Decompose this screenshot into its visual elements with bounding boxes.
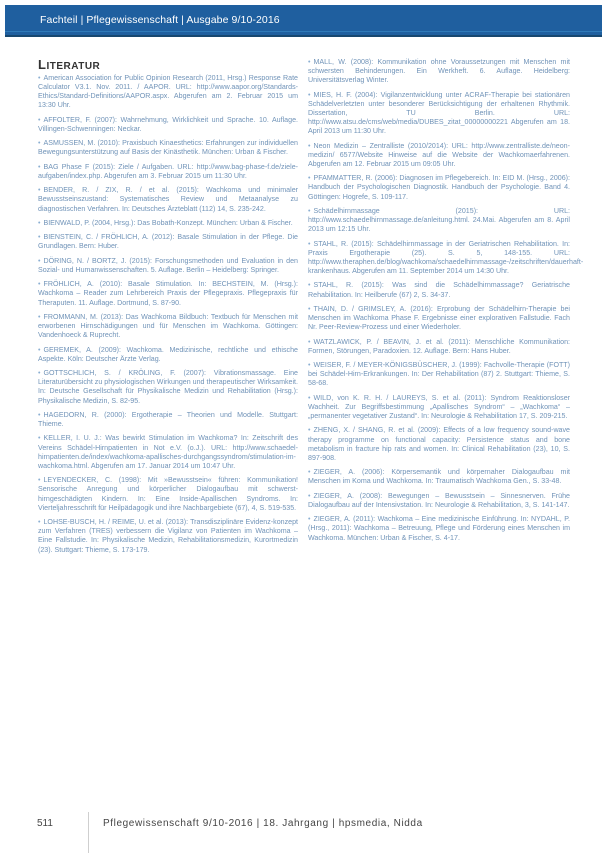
bullet-icon: • bbox=[38, 369, 41, 378]
reference-entry bbox=[38, 163, 298, 181]
reference-text: THAIN, D. / GRIMSLEY, A. (2016): Erprobung der Schädelhirn-Therapie bei Menschen im Wachkoma Phase F. Ergebnisse einer explorativen Fallstudie. Fach Nr. Peer-Review-Prozess und einer Wiederholer. bbox=[308, 304, 570, 332]
bullet-icon: • bbox=[38, 115, 41, 124]
reference-text: BIENWALD, P. (2004, Hrsg.): Das Bobath-Konzept. München: Urban & Fischer. bbox=[43, 218, 293, 227]
reference-text: American Association for Public Opinion Research (2011, Hrsg.) Response Rate Calculator V3.1. Nov. 2011. / AAPOR. URL: http://www.aapor.org/Standards-Ethics/Standard-Definitions/AAPOR.aspx. Abgerufen am 2. Februar 2015 um 13:30 Uhr. bbox=[38, 74, 298, 110]
reference-text: HAGEDORN, R. (2000): Ergotherapie – Theorien und Modelle. Stuttgart: Thieme. bbox=[38, 410, 298, 429]
bullet-icon: • bbox=[38, 139, 41, 148]
bullet-icon: • bbox=[308, 90, 311, 99]
bullet-icon: • bbox=[38, 218, 41, 227]
bullet-icon: • bbox=[308, 281, 311, 290]
reference-text: DÖRING, N. / BORTZ, J. (2015): Forschungsmethoden und Evaluation in den Sozial- und Humanwissenschaften. 5. Auflage. Berlin – Heidelberg: Springer. bbox=[38, 256, 298, 274]
reference-text: MIES, H. F. (2004): Vigilanzentwicklung unter ACRAF-Therapie bei stationären Schädelverletzten unter besonderer Berücksichtigung der erhaltenen Rhythmik. Dissertation, TU Berlin. URL: http://www.atsu.de/cms/web/media/DUBES_zitat_00000000221 Abgerufen am 18. April 2013 um 11:30 Uhr. bbox=[308, 90, 570, 136]
page-number: 511 bbox=[37, 818, 53, 829]
bullet-icon: • bbox=[38, 476, 41, 485]
bullet-icon: • bbox=[308, 206, 311, 215]
reference-text: STAHL, R. (2015): Schädelhirnmassage in der Geriatrischen Rehabilitation. In: Praxis Ergotherapie (25). S. 5, 148-155. URL: http://www.theraphen.de/blog/wachkoma/schaedelhirnmassage-/zeitschriften/dauerhaft-krankenhaus. Abgerufen am 11. September 2014 um 14:30 Uhr. bbox=[308, 239, 584, 276]
reference-text: BENDER, R. / ZIX, R. / et al. (2015): Wachkoma und minimaler Bewusstseinszustand: Systematisches Review und Metaanalyse zu diagnostischen Verfahren. In: Deutsches Ärzteblatt (112) 14, S. 235-242. bbox=[38, 186, 298, 213]
header-bar bbox=[5, 5, 602, 37]
reference-text: GEREMEK, A. (2009): Wachkoma. Medizinische, rechtliche und ethische Aspekte. Köln: Deutscher Ärzte Verlag. bbox=[38, 345, 298, 363]
references-left-column bbox=[38, 74, 298, 560]
bullet-icon: • bbox=[308, 426, 311, 435]
reference-entry bbox=[308, 492, 570, 510]
reference-text: WILD, von K. R. H. / LAUREYS, S. et al. (2011): Syndrom Reaktionsloser Wachheit. Zur Begriffsbestimmung „Apallisches Syndrom“ – „Wachkoma“ – „permanenter vegetativer Zustand“. In: Neurologie & Rehabilitation 17, S. 209-215. bbox=[308, 393, 570, 421]
reference-entry bbox=[38, 116, 298, 134]
reference-entry bbox=[38, 139, 298, 157]
section-title-rest: ITERATUR bbox=[46, 61, 101, 72]
reference-text: GOTTSCHLICH, S. / KRÖLING, F. (2007): Vibrationsmassage. Eine Literaturübersicht zu physiologischen Wirkungen und therapeutischer Wirksamkeit. In: Deutsche Gesellschaft für Physikalische Medizin und Rehabilitation (Hrsg.): Physikalische Medizin, S. 82-95. bbox=[38, 369, 298, 405]
reference-entry bbox=[38, 369, 298, 406]
header-text: Fachteil | Pflegewissenschaft | Ausgabe 9/10-2016 bbox=[40, 14, 280, 26]
reference-text: Neon Medizin – Zentralliste (2010/2014): URL: http://www.zentralliste.de/neon-medizin/ 6577/Website Hinweise auf die Website der Wachkomaerfahrenen. Abgerufen am 12. Februar 2015 um 09:05 Uhr. bbox=[308, 141, 570, 168]
reference-text: ZHENG, X. / SHANG, R. et al. (2009): Effects of a low frequency sound-wave therapy programme on functional capacity: Persistence status and bone metabolism in fracture hip rats and women. In: Clinical Rehabilitation (23), 10, S. 897-908. bbox=[308, 426, 570, 462]
reference-text: FROMMANN, M. (2013): Das Wachkoma Bildbuch: Textbuch für Menschen mit erworbenen Hirnschädigungen und für Menschen im Wachkoma. Göttingen: Vandenhoeck & Ruprecht. bbox=[38, 312, 298, 340]
reference-entry bbox=[38, 434, 298, 471]
footer-divider bbox=[88, 812, 89, 853]
reference-text: Schädelhirnmassage (2015): URL: http://www.schaedelhirnmassage.de/anleitung.html. 24.Mai. Abgerufen am 8. April 2013 um 12:15 Uhr. bbox=[308, 206, 570, 234]
reference-text: STAHL, R. (2015): Was sind die Schädelhirnmassage? Geriatrische Rehabilitation. In: Heilberufe (67) 2, S. 34-37. bbox=[308, 281, 570, 299]
reference-entry bbox=[308, 361, 570, 388]
bullet-icon: • bbox=[38, 74, 41, 82]
reference-entry bbox=[308, 91, 570, 137]
reference-entry bbox=[308, 174, 570, 201]
reference-entry bbox=[38, 186, 298, 213]
bullet-icon: • bbox=[38, 186, 41, 195]
footer-publication-info: Pflegewissenschaft 9/10-2016 | 18. Jahrgang | hpsmedia, Nidda bbox=[103, 818, 423, 829]
reference-entry bbox=[308, 338, 570, 356]
bullet-icon: • bbox=[308, 141, 311, 150]
bullet-icon: • bbox=[38, 345, 41, 354]
header-divider bbox=[5, 31, 602, 32]
reference-text: FRÖHLICH, A. (2010): Basale Stimulation. In: BECHSTEIN, M. (Hrsg.): Wachkoma – Reader zum Lehrbereich Praxis der Pflegepraxis. Pflegepraxis für Theraputen. 11. Auflage. Dortmund, S. 87-90. bbox=[38, 280, 298, 307]
reference-text: ZIEGER, A. (2006): Körpersemantik und körpernaher Dialogaufbau mit Menschen im Koma und Wachkoma. In: Traumatisch Wachkoma Gen., S. 33-48. bbox=[308, 468, 570, 486]
reference-text: ZIEGER, A. (2011): Wachkoma – Eine medizinische Einführung. In: NYDAHL, P. (Hrsg., 2011): Wachkoma – Betreuung, Pflege und Förderung eines Menschen im Wachkoma. München: Urban & Fischer, S. 4-17. bbox=[308, 515, 570, 542]
reference-entry bbox=[38, 280, 298, 307]
reference-text: WEISER, F. / MEYER-KÖNIGSBÜSCHER, J. (1999): Fachvolle-Therapie (FOTT) bei Schädel-Hirn-Erkrankungen. In: Der Rehabilitation (87) 2. Stuttgart: Thieme, S. 58-68. bbox=[308, 361, 570, 388]
reference-entry bbox=[308, 305, 570, 332]
bullet-icon: • bbox=[308, 468, 311, 477]
bullet-icon: • bbox=[308, 58, 311, 66]
reference-entry bbox=[308, 58, 570, 85]
reference-entry bbox=[308, 142, 570, 169]
reference-entry bbox=[308, 426, 570, 463]
references-right-column bbox=[308, 58, 584, 548]
reference-entry bbox=[38, 518, 298, 555]
reference-text: LOHSE-BUSCH, H. / REIME, U. et al. (2013): Transdisziplinäre Evidenz-konzept zum Verfahren (TRES) verbessern die Vigilanz von Patienten im Wachkoma – Eine Fallstudie. In: Physikalische Medizin, Rehabilitationsmedizin, Kurortmedizin (23). Stuttgart: Thieme, S. 173-179. bbox=[38, 518, 298, 554]
bullet-icon: • bbox=[38, 256, 41, 265]
section-title-initial: L bbox=[38, 57, 47, 72]
bullet-icon: • bbox=[308, 174, 311, 183]
bullet-icon: • bbox=[38, 162, 41, 171]
reference-entry bbox=[308, 515, 570, 542]
reference-entry bbox=[38, 346, 298, 364]
reference-entry bbox=[38, 411, 298, 429]
bullet-icon: • bbox=[308, 304, 311, 313]
bullet-icon: • bbox=[308, 491, 311, 500]
reference-entry bbox=[308, 239, 584, 277]
reference-text: KELLER, I. U. J.: Was bewirkt Stimulation im Wachkoma? In: Zeitschrift des Vereins Schädel-Hirnpatienten in Not e.V. (o.J.). URL: http://www.schaedel-hirnpatienten.de/index/wachkoma-apallisches-durchgangssyndrom/stimulation-im-wachkoma.html. Abgerufen am 17. Januar 2014 um 10:47 Uhr. bbox=[38, 434, 298, 470]
bullet-icon: • bbox=[308, 239, 311, 248]
bullet-icon: • bbox=[38, 312, 41, 321]
reference-entry bbox=[38, 219, 298, 228]
bullet-icon: • bbox=[38, 410, 41, 419]
reference-text: LEYENDECKER, C. (1998): Mit »Bewusstsein« führen: Kommunikation! Sensorische Anregung und körperlicher Dialogaufbau mit schwerst-hirngeschädigten Kindern. In: Eine Inside-Apallischen Syndroms. In: Vierteljahresschrift für Heilpädagogik und ihre Nachbargebiete (67), 4, S. 519-535. bbox=[38, 476, 298, 512]
reference-entry bbox=[38, 74, 298, 111]
bullet-icon: • bbox=[38, 434, 41, 443]
reference-entry bbox=[308, 281, 570, 299]
reference-entry bbox=[308, 394, 570, 421]
reference-entry bbox=[38, 476, 298, 513]
reference-entry bbox=[308, 468, 570, 486]
bullet-icon: • bbox=[38, 280, 41, 289]
bullet-icon: • bbox=[38, 518, 41, 527]
bullet-icon: • bbox=[308, 393, 311, 402]
bullet-icon: • bbox=[38, 233, 41, 242]
reference-entry bbox=[38, 257, 298, 275]
reference-text: ASMUSSEN, M. (2010): Praxisbuch Kinaesthetics: Erfahrungen zur individuellen Bewegungsunterstützung auf Basis der Kinästhetik. München: Urban & Fischer. bbox=[38, 139, 298, 157]
reference-text: BAG Phase F (2015): Ziele / Aufgaben. URL: http://www.bag-phase-f.de/ziele-aufgaben/index.php. Abgerufen am 3. Februar 2015 um 11:30 Uhr. bbox=[38, 162, 298, 180]
reference-text: AFFOLTER, F. (2007): Wahrnehmung, Wirklichkeit und Sprache. 10. Auflage. Villingen-Schwenningen: Neckar. bbox=[38, 115, 298, 133]
bullet-icon: • bbox=[308, 515, 311, 524]
bullet-icon: • bbox=[308, 337, 311, 346]
reference-entry bbox=[38, 233, 298, 251]
reference-text: WATZLAWICK, P. / BEAVIN, J. et al. (2011): Menschliche Kommunikation: Formen, Störungen, Paradoxien. 12. Auflage. Bern: Hans Huber. bbox=[308, 337, 570, 355]
reference-entry bbox=[38, 313, 298, 340]
bullet-icon: • bbox=[308, 361, 311, 370]
reference-text: PFAMMATTER, R. (2006): Diagnosen im Pflegebereich. In: EID M. (Hrsg., 2006): Handbuch der Psychologischen Diagnostik. Handbuch der Psychologie. Band 4. Göttingen: Hogrefe, S. 109-117. bbox=[308, 174, 570, 201]
reference-entry bbox=[308, 207, 570, 234]
reference-text: MALL, W. (2008): Kommunikation ohne Voraussetzungen mit Menschen mit schwersten Behinderungen. Ein Werkheft. 6. Auflage. Heidelberg: Universitätsverlag Winter. bbox=[308, 58, 570, 85]
reference-text: BIENSTEIN, C. / FRÖHLICH, A. (2012): Basale Stimulation in der Pflege. Die Grundlagen. Bern: Huber. bbox=[38, 233, 298, 251]
section-title bbox=[38, 57, 100, 72]
reference-text: ZIEGER, A. (2008): Bewegungen – Bewusstsein – Sinnesnerven. Frühe Dialogaufbau auf der Intensivstation. In: Neurologie & Rehabilitation, 3, S. 141-147. bbox=[308, 491, 570, 509]
